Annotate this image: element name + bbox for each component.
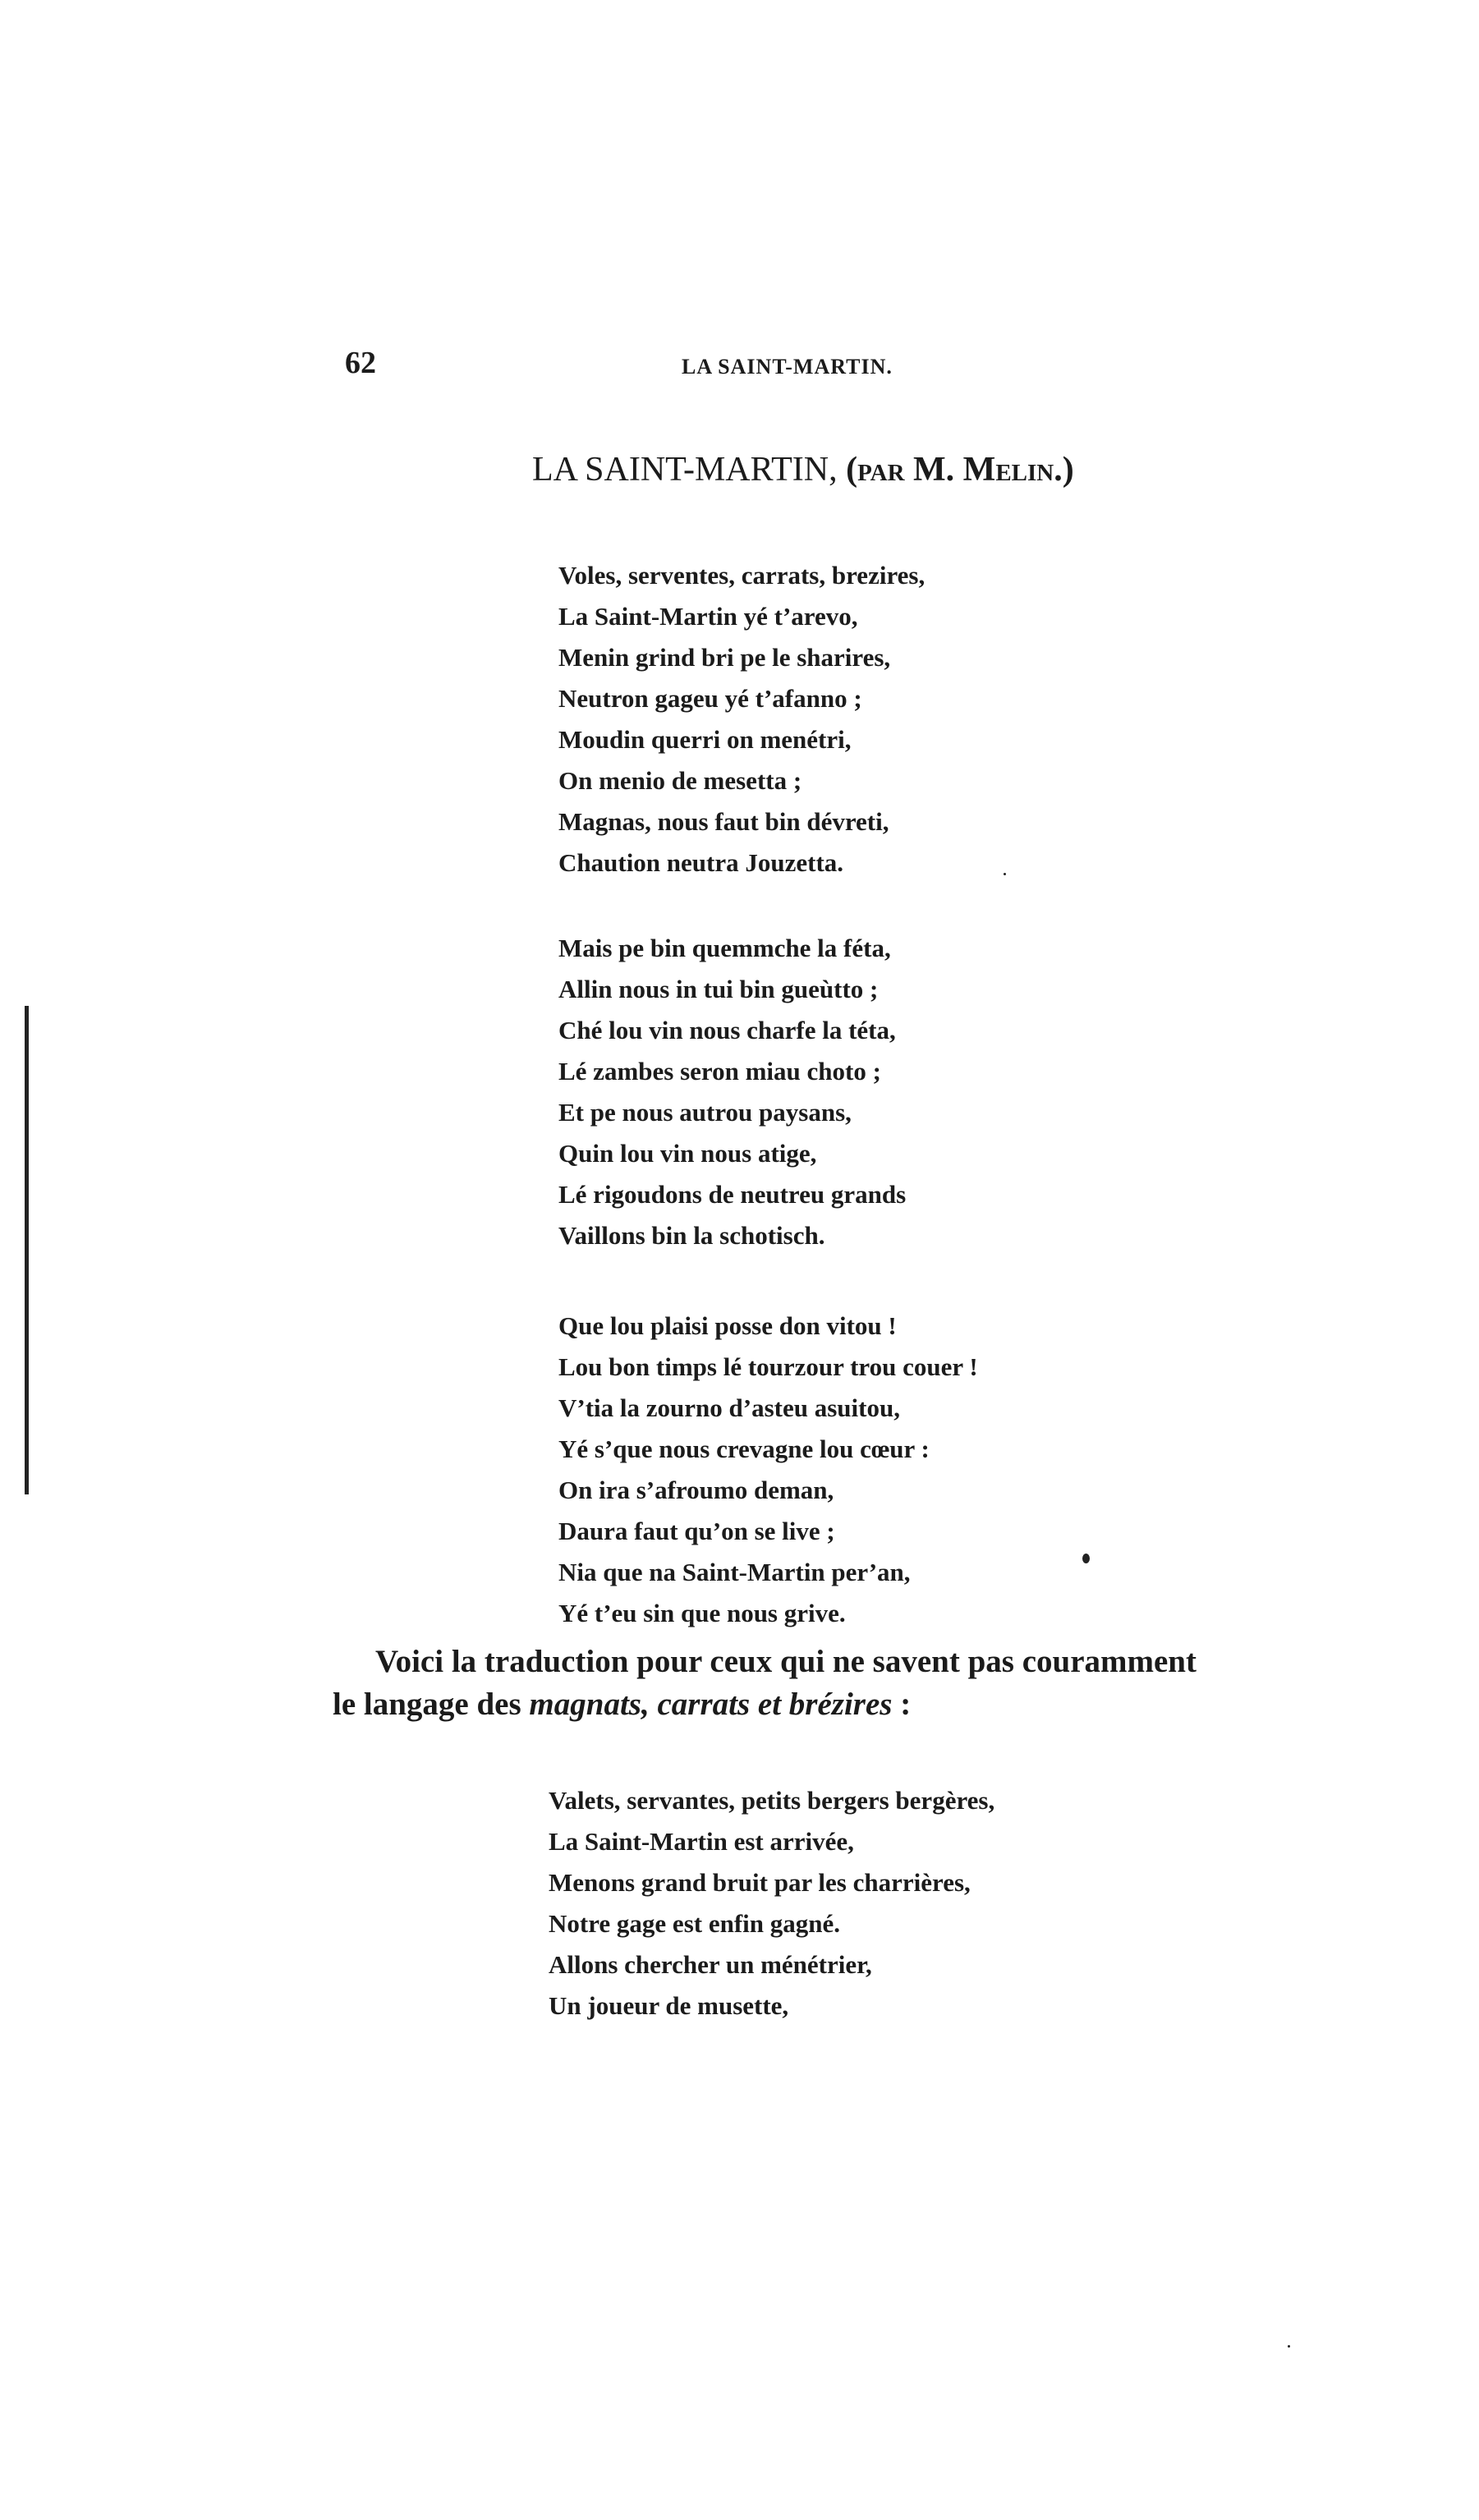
- poem-attribution: (par M. Melin.): [846, 451, 1074, 489]
- translation-line: Valets, servantes, petits bergers bergères,: [549, 1786, 995, 1815]
- stanza-2: [558, 928, 906, 1256]
- stanza-1: [558, 555, 925, 884]
- stanza-3: [558, 1306, 978, 1634]
- running-head: [345, 345, 1256, 386]
- verse-line: On ira s’afroumo deman,: [558, 1476, 834, 1504]
- verse-line: Moudin querri on menétri,: [558, 725, 852, 754]
- verse-line: Quin lou vin nous atige,: [558, 1139, 817, 1168]
- verse-line: Voles, serventes, carrats, brezires,: [558, 561, 926, 590]
- verse-line: Allin nous in tui bin gueùtto ;: [558, 975, 879, 1003]
- verse-line: Chaution neutra Jouzetta.: [558, 848, 844, 877]
- translation-line: Notre gage est enfin gagné.: [549, 1909, 841, 1938]
- verse-line: Et pe nous autrou paysans,: [558, 1098, 852, 1127]
- prose-line-1: Voici la traduction pour ceux qui ne savent pas couramment: [375, 1644, 1197, 1679]
- prose-line-2-end: :: [892, 1687, 912, 1722]
- verse-line: Neutron gageu yé t’afanno ;: [558, 684, 862, 713]
- prose-line-2-italic: magnats, carrats et brézires: [529, 1687, 893, 1722]
- verse-line: Menin grind bri pe le sharires,: [558, 643, 891, 672]
- verse-line: Lé rigoudons de neutreu grands: [558, 1180, 907, 1209]
- poem-title-text: LA SAINT-MARTIN,: [532, 451, 838, 489]
- prose-paragraph: [333, 1641, 1252, 1726]
- translation-line: La Saint-Martin est arrivée,: [549, 1827, 854, 1856]
- verse-line: V’tia la zourno d’asteu asuitou,: [558, 1393, 900, 1422]
- running-title: LA SAINT-MARTIN.: [682, 355, 893, 379]
- verse-line: La Saint-Martin yé t’arevo,: [558, 602, 858, 631]
- binding-edge-mark: [25, 1006, 29, 1494]
- ink-speck: [1288, 2345, 1290, 2348]
- verse-line: Magnas, nous faut bin dévreti,: [558, 807, 889, 836]
- translation-line: Un joueur de musette,: [549, 1991, 789, 2020]
- prose-line-2: [333, 1683, 1252, 1726]
- ink-speck: [1004, 873, 1006, 875]
- verse-line: Yé t’eu sin que nous grive.: [558, 1599, 846, 1627]
- verse-line: Lou bon timps lé tourzour trou couer !: [558, 1352, 978, 1381]
- translation-line: Menons grand bruit par les charrières,: [549, 1868, 971, 1897]
- verse-line: Daura faut qu’on se live ;: [558, 1517, 835, 1545]
- translation-line: Allons chercher un ménétrier,: [549, 1950, 872, 1979]
- verse-line: Nia que na Saint-Martin per’an,: [558, 1558, 911, 1586]
- verse-line: Lé zambes seron miau choto ;: [558, 1057, 881, 1086]
- verse-line: Que lou plaisi posse don vitou !: [558, 1311, 897, 1340]
- verse-line: Ché lou vin nous charfe la téta,: [558, 1016, 896, 1044]
- ink-speck: [1082, 1554, 1090, 1563]
- prose-line-2-start: le langage des: [333, 1687, 530, 1722]
- verse-line: Mais pe bin quemmche la féta,: [558, 934, 891, 962]
- verse-line: Vaillons bin la schotisch.: [558, 1221, 825, 1250]
- poem-title: [532, 450, 1074, 489]
- verse-line: Yé s’que nous crevagne lou cœur :: [558, 1434, 930, 1463]
- translation-stanza: [549, 1780, 994, 2027]
- page-number: 62: [345, 346, 376, 380]
- verse-line: On menio de mesetta ;: [558, 766, 802, 795]
